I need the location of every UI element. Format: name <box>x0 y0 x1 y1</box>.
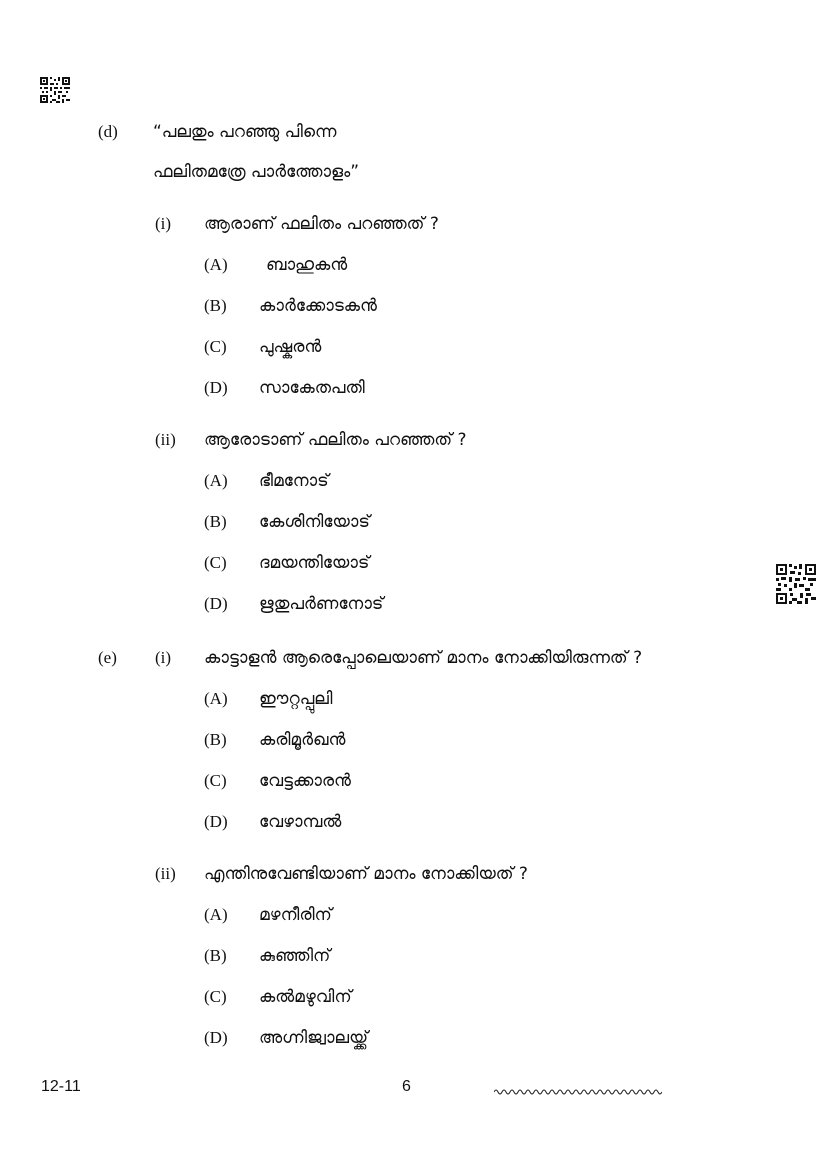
option-label: (C) <box>204 553 227 572</box>
option-label: (A) <box>204 905 228 924</box>
option-text: കരിമൂർഖൻ <box>259 730 346 750</box>
option-text: കാർക്കോടകൻ <box>259 296 377 316</box>
paper-code: 12-11 <box>41 1078 81 1095</box>
option-text: ഭീമനോട് <box>259 471 329 491</box>
option-label: (A) <box>204 689 228 708</box>
option-label: (D) <box>204 378 228 397</box>
subquestion-text: എന്തിനുവേണ്ടിയാണ് മാനം നോക്കിയത് ? <box>204 864 528 884</box>
subquestion-text: ആരാണ് ഫലിതം പറഞ്ഞത് ? <box>204 214 439 234</box>
option-label: (C) <box>204 771 227 790</box>
option-label: (B) <box>204 296 227 315</box>
subquestion-text: കാട്ടാളൻ ആരെപ്പോലെയാണ് മാനം നോക്കിയിരുന്നത് ? <box>204 648 643 668</box>
option-text: ദമയന്തിയോട് <box>259 553 370 573</box>
quote-line: ഫലിതമത്രേ പാർത്തോളം” <box>153 162 360 182</box>
option-text: ബാഹുകൻ <box>266 255 348 275</box>
subquestion-label: (ii) <box>155 430 176 449</box>
subquestion-label: (i) <box>155 214 172 233</box>
option-label: (B) <box>204 946 227 965</box>
wavy-line <box>494 1081 662 1100</box>
subquestion-text: ആരോടാണ് ഫലിതം പറഞ്ഞത് ? <box>204 430 467 450</box>
option-text: കൽമഴുവിന് <box>259 987 352 1007</box>
option-text: കുഞ്ഞിന് <box>259 946 331 966</box>
page-number: 6 <box>402 1078 411 1095</box>
quote-line: “പലതും പറഞ്ഞു പിന്നെ <box>153 122 337 142</box>
question-label: (d) <box>98 122 118 141</box>
subquestion-label: (i) <box>155 648 172 667</box>
question-label: (e) <box>98 648 117 667</box>
option-label: (B) <box>204 512 227 531</box>
option-label: (D) <box>204 812 228 831</box>
option-text: സാകേതപതി <box>259 378 365 398</box>
option-label: (A) <box>204 471 228 490</box>
option-label: (D) <box>204 594 228 613</box>
option-label: (B) <box>204 730 227 749</box>
option-text: വേട്ടക്കാരൻ <box>259 771 351 791</box>
option-text: മഴനീരിന് <box>259 905 332 925</box>
option-label: (C) <box>204 987 227 1006</box>
option-label: (D) <box>204 1028 228 1047</box>
option-text: ഈറ്റപ്പുലി <box>259 689 333 709</box>
option-label: (C) <box>204 337 227 356</box>
option-text: ഋതുപർണനോട് <box>259 594 384 614</box>
subquestion-label: (ii) <box>155 864 176 883</box>
option-text: കേശിനിയോട് <box>259 512 370 532</box>
qr-code-icon <box>776 564 816 604</box>
option-label: (A) <box>204 255 228 274</box>
option-text: അഗ്നിജ്വാലയ്ക്ക് <box>259 1028 368 1048</box>
option-text: പുഷ്കരൻ <box>259 337 322 357</box>
qr-code-icon <box>40 77 70 103</box>
option-text: വേഴാമ്പൽ <box>259 812 342 832</box>
